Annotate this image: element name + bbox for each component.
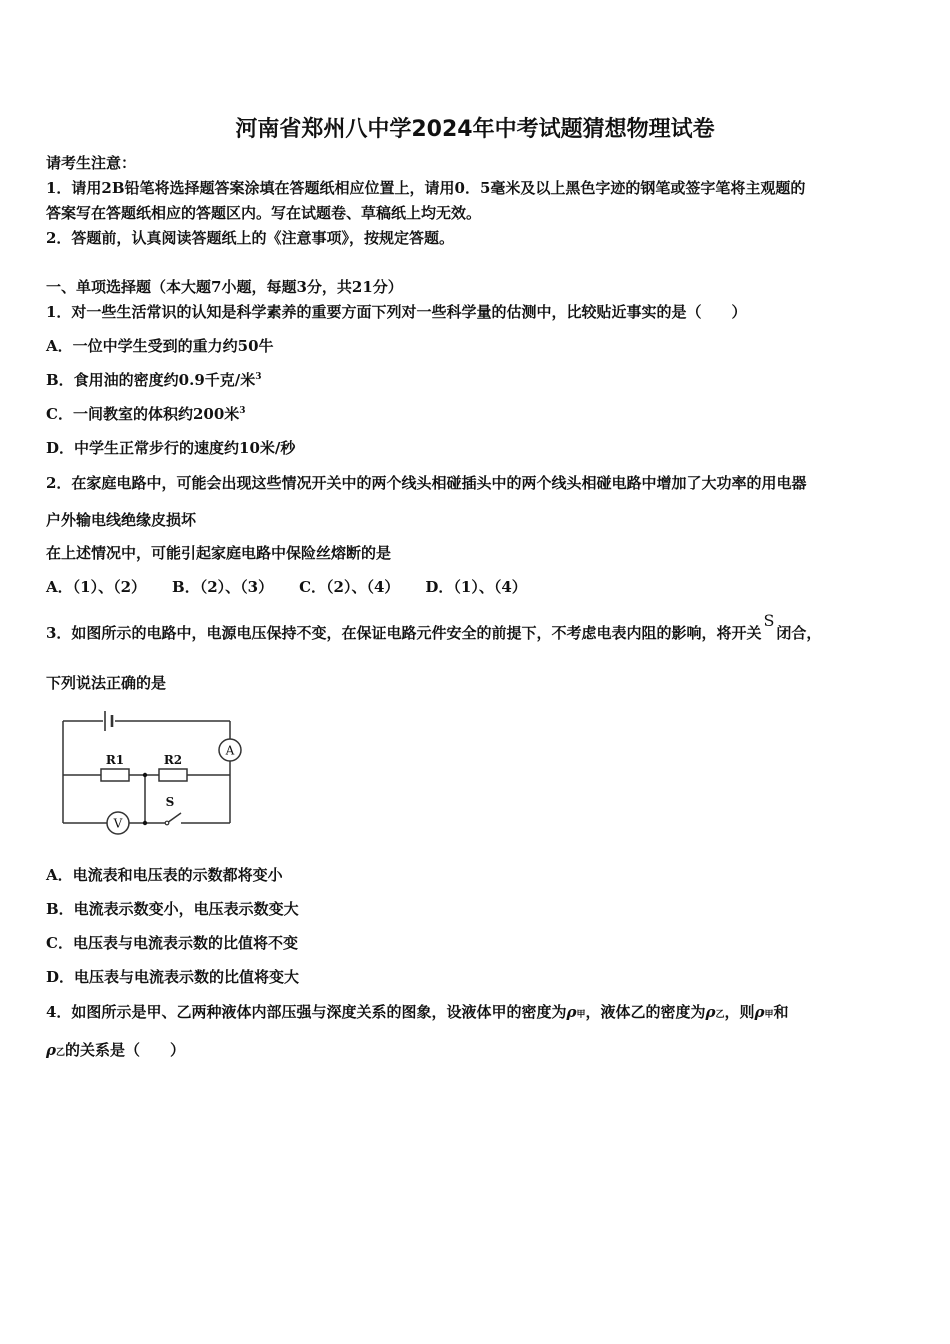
question-3-stem-before: 3．如图所示的电路中，电源电压保持不变，在保证电路元件安全的前提下，不考虑电表内阻的影响，将开关 (46, 624, 762, 642)
question-1-option-a: A．一位中学生受到的重力约50牛 (46, 337, 274, 355)
resistor-r2-label: R2 (163, 753, 183, 767)
subscript-yi: 乙 (55, 1048, 65, 1058)
question-1-stem: 1．对一些生活常识的认知是科学素养的重要方面下列对一些科学量的估测中，比较贴近事实的是（ ） (46, 303, 747, 321)
rho-symbol: ρ (705, 1003, 716, 1021)
question-4-stem-line-2 (46, 1039, 185, 1060)
circuit-diagram (55, 705, 255, 835)
question-3-option-b: B．电流表示数变小，电压表示数变大 (46, 900, 299, 918)
rho-symbol: ρ (754, 1003, 765, 1021)
question-3-option-c: C．电压表与电流表示数的比值将不变 (46, 934, 298, 952)
question-4-stem-part-5: 的关系是（ ） (65, 1041, 186, 1059)
ammeter-label: A (225, 743, 235, 758)
question-4-stem-part-4: 和 (773, 1003, 789, 1021)
question-3-stem (46, 611, 822, 643)
subscript-jia: 甲 (576, 1010, 586, 1020)
subscript-jia: 甲 (764, 1010, 774, 1020)
resistor-r1-label: R1 (105, 753, 125, 767)
question-2-stem: 2．在家庭电路中，可能会出现这些情况开关中的两个线头相碰插头中的两个线头相碰电路中增加了大功率的用电器 (46, 474, 807, 492)
question-4-stem-part-3: ，则 (724, 1003, 755, 1021)
subscript-yi: 乙 (715, 1010, 725, 1020)
section-1-heading: 一、单项选择题（本大题7小题，每题3分，共21分） (46, 278, 403, 296)
question-2-line-3: 在上述情况中，可能引起家庭电路中保险丝熔断的是 (46, 544, 392, 562)
question-2-options (46, 576, 553, 597)
question-1-option-b-text: B．食用油的密度约0.9千克/米 (46, 371, 256, 389)
page-title: 河南省郑州八中学2024年中考试题猜想物理试卷 (235, 117, 715, 142)
junction-dot (143, 773, 147, 777)
notice-item-2: 2．答题前，认真阅读答题纸上的《注意事项》，按规定答题。 (46, 229, 454, 247)
junction-dot (143, 821, 147, 825)
question-3-stem-after: 闭合， (776, 624, 822, 642)
notice-item-1-line-2: 答案写在答题纸相应的答题区内。写在试题卷、草稿纸上均无效。 (46, 204, 482, 222)
resistor-r2 (159, 769, 187, 781)
question-2-option-d: D．（1）、（4） (425, 578, 527, 596)
question-2-option-a: A．（1）、（2） (46, 578, 147, 596)
question-3-line-2: 下列说法正确的是 (46, 674, 167, 692)
switch-label: S (165, 795, 175, 809)
switch-contact (165, 821, 169, 825)
question-3-option-d: D．电压表与电流表示数的比值将变大 (46, 968, 300, 986)
question-3-option-a: A．电流表和电压表的示数都将变小 (46, 866, 283, 884)
question-4-stem-part-1: 4．如图所示是甲、乙两种液体内部压强与深度关系的图象，设液体甲的密度为 (46, 1003, 567, 1021)
voltmeter-label: V (113, 816, 123, 831)
switch-blade (167, 813, 181, 823)
question-1-option-b-exponent: 3 (255, 372, 262, 382)
notice-item-1-line-1: 1．请用2B铅笔将选择题答案涂填在答题纸相应位置上，请用0．5毫米及以上黑色字迹的钢笔或签字笔将主观题的 (46, 179, 806, 197)
question-1-option-c-exponent: 3 (239, 406, 246, 416)
question-1-option-c (46, 403, 246, 424)
question-2-option-b: B．（2）、（3） (172, 578, 274, 596)
question-2-line-2: 户外输电线绝缘皮损坏 (46, 511, 197, 529)
rho-symbol: ρ (46, 1041, 56, 1059)
question-4-stem-part-2: ，液体乙的密度为 (585, 1003, 706, 1021)
question-3-switch-symbol: S (763, 611, 775, 630)
question-2-option-c: C．（2）、（4） (299, 578, 400, 596)
question-1-option-b (46, 369, 262, 390)
notice-heading: 请考生注意： (46, 154, 137, 172)
rho-symbol: ρ (566, 1003, 577, 1021)
question-4-stem-line-1 (46, 1001, 789, 1022)
resistor-r1 (101, 769, 129, 781)
question-1-option-c-text: C．一间教室的体积约200米 (46, 405, 240, 423)
question-1-option-d: D．中学生正常步行的速度约10米/秒 (46, 439, 296, 457)
